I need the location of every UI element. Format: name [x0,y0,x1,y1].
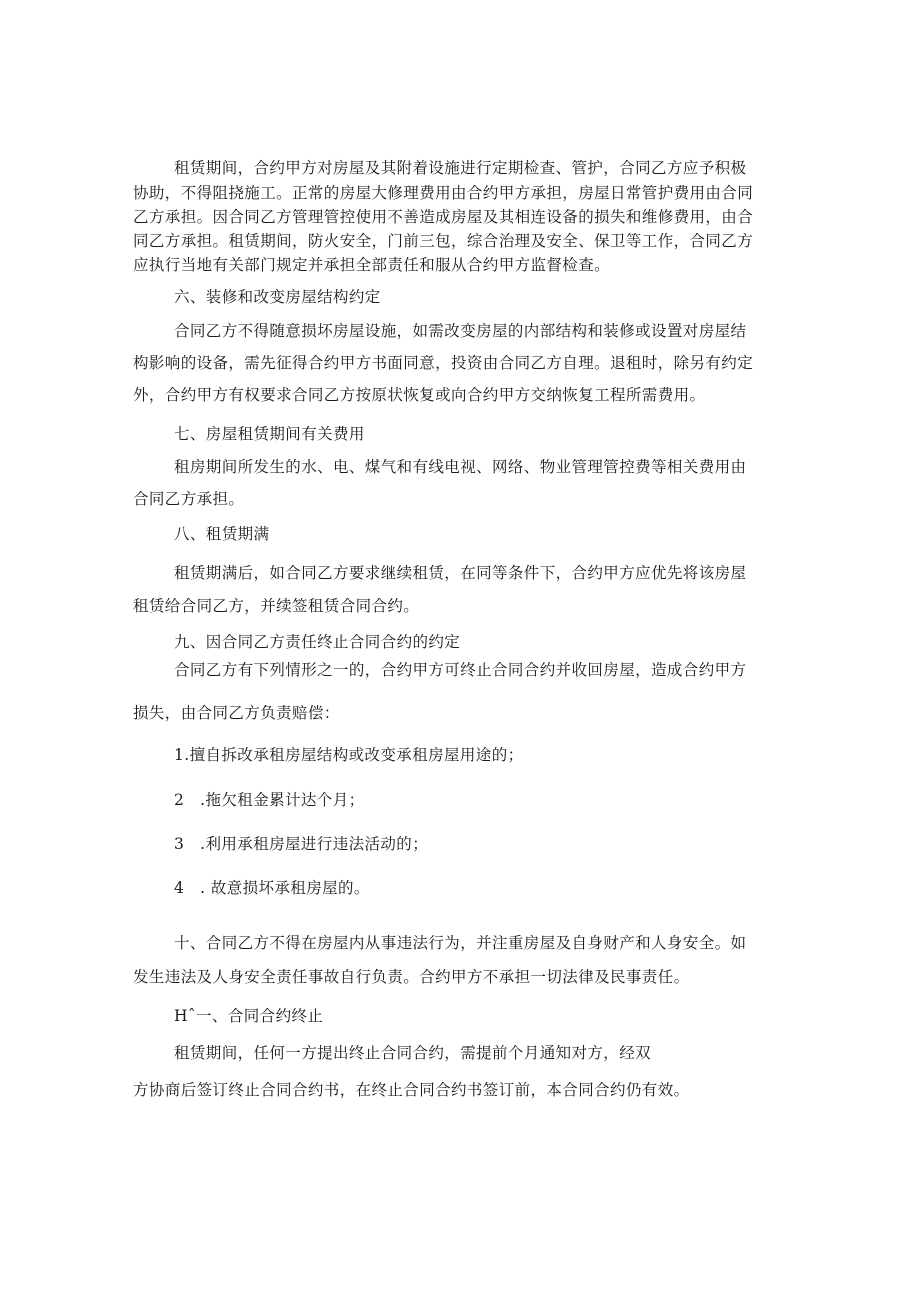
list-item: 3 .利用承租房屋进行违法活动的； [174,835,429,853]
paragraph-line: 合同乙方不得随意损坏房屋设施，如需改变房屋的内部结构和装修或设置对房屋结 [174,322,747,340]
paragraph-line: 合同乙方承担。 [133,490,245,508]
paragraph-line: 租赁期间，合约甲方对房屋及其附着设施进行定期检查、管护，合同乙方应予积极 [174,159,747,177]
paragraph-line: 租赁期满后，如合同乙方要求继续租赁，在同等条件下，合约甲方应优先将该房屋 [174,564,747,582]
section-heading: Hˆ一、合同合约终止 [174,1007,324,1025]
section-heading: 七、房屋租赁期间有关费用 [174,425,365,443]
paragraph-line: 租赁期间，任何一方提出终止合同合约，需提前个月通知对方，经双 [174,1044,652,1062]
section-heading: 九、因合同乙方责任终止合同合约的约定 [174,633,461,651]
paragraph-line: 租房期间所发生的水、电、煤气和有线电视、网络、物业管理管控费等相关费用由 [174,458,747,476]
list-item: 4 . 故意损坏承租房屋的。 [174,879,370,897]
paragraph-line: 外，合约甲方有权要求合同乙方按原状恢复或向合约甲方交纳恢复工程所需费用。 [133,386,706,404]
paragraph-line: 十、合同乙方不得在房屋内从事违法行为，并注重房屋及自身财产和人身安全。如 [174,934,747,952]
paragraph-line: 应执行当地有关部门规定并承担全部责任和服从合约甲方监督检查。 [133,256,611,274]
list-item: 1.擅自拆改承租房屋结构或改变承租房屋用途的； [174,746,524,764]
paragraph-line: 损失，由合同乙方负责赔偿： [133,704,340,722]
paragraph-line: 租赁给合同乙方，并续签租赁合同合约。 [133,597,420,615]
paragraph-line: 协助，不得阻挠施工。正常的房屋大修理费用由合约甲方承担，房屋日常管护费用由合同 [133,184,754,202]
paragraph-line: 同乙方承担。租赁期间，防火安全，门前三包，综合治理及安全、保卫等工作，合同乙方 [133,232,754,250]
paragraph-line: 乙方承担。因合同乙方管理管控使用不善造成房屋及其相连设备的损失和维修费用，由合 [133,208,754,226]
paragraph-line: 方协商后签订终止合同合约书，在终止合同合约书签订前，本合同合约仍有效。 [133,1081,690,1099]
paragraph-line: 发生违法及人身安全责任事故自行负责。合约甲方不承担一切法律及民事责任。 [133,968,690,986]
list-item: 2 .拖欠租金累计达个月； [174,791,365,809]
paragraph-line: 构影响的设备，需先征得合约甲方书面同意，投资由合同乙方自理。退租时，除另有约定 [133,354,754,372]
section-heading: 八、租赁期满 [174,525,270,543]
section-heading: 六、装修和改变房屋结构约定 [174,288,381,306]
paragraph-line: 合同乙方有下列情形之一的，合约甲方可终止合同合约并收回房屋，造成合约甲方 [174,661,747,679]
